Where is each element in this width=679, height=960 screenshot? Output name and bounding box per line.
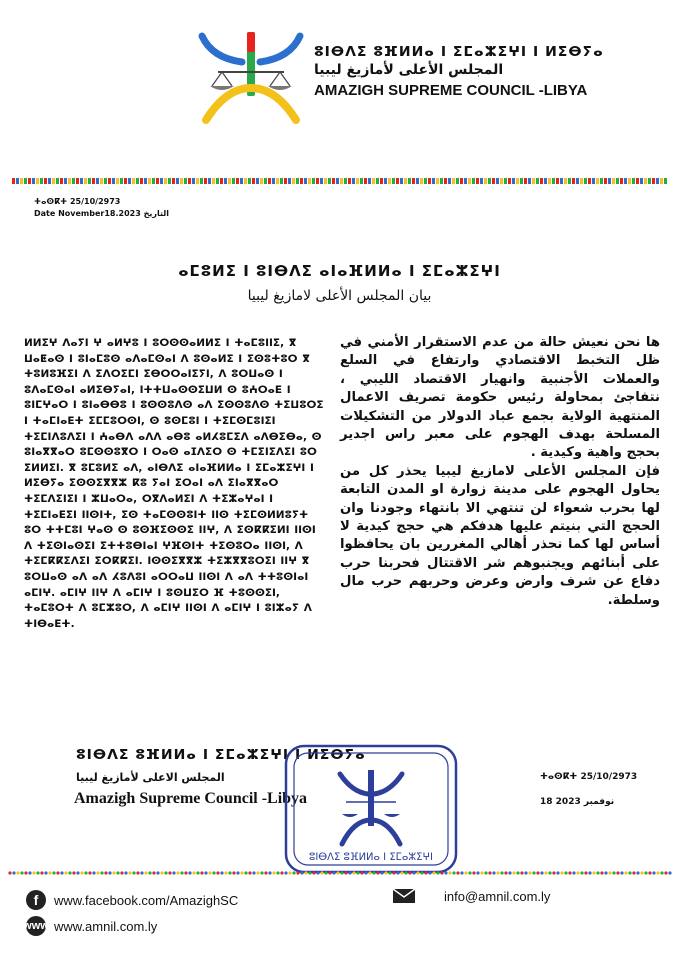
letterhead bbox=[314, 44, 674, 99]
amazigh-council-logo bbox=[196, 28, 306, 128]
letterhead-tifinagh: ⵓⵏⴱⴷⵉ ⵓⴼⵍⵍⴰ ⵏ ⵉⵎⴰⵣⵉⵖⵏ ⵏ ⵍⵉⴱⵢⴰ bbox=[314, 44, 604, 60]
letterhead-divider bbox=[12, 178, 667, 184]
statement-body-arabic bbox=[340, 334, 660, 610]
website-contact[interactable] bbox=[23, 916, 158, 936]
stamp-text: ⵓⵏⴱⴷⵉ ⵓⴼⵍⵍⴰ ⵏ ⵉⵎⴰⵣⵉⵖⵏ bbox=[309, 852, 433, 863]
official-stamp bbox=[278, 740, 464, 878]
signature-arabic: المجلس الاعلى لأمازيغ ليبيا bbox=[76, 771, 225, 784]
facebook-contact[interactable] bbox=[26, 890, 238, 910]
reference-date-line: Date November18.2023 التاريخ bbox=[34, 209, 169, 218]
reference-tifinagh-line: ⵜⴰⵙⴽⵜ 25/10/2973 bbox=[34, 197, 121, 206]
date-tifinagh-line: ⵜⴰⵙⴽⵜ 25/10/2973 bbox=[540, 772, 638, 782]
globe-icon: www bbox=[26, 916, 46, 936]
statement-title-tifinagh: ⴰⵎⵓⵍⵉ ⵏ ⵓⵏⴱⴷⵉ ⴰⵏⴰⴼⵍⵍⴰ ⵏ ⵉⵎⴰⵣⵉⵖⵏ bbox=[178, 262, 501, 280]
statement-body-tifinagh: ⵍⵍⵉⵖ ⴷⴰⵢⵏ ⵖ ⴰⵍⵖⵓ ⵏ ⵓⵔⵙⵙⴰⵍⵍⵉ ⵏ ⵜⴰⵎⵓⵏⵏⵉ, ⴳ ⵡⴰⵟⴰⵙ ⵏ ⵓⵏⴰⵎⵓⵙ ⴰⴷⴰⵎⵙⴰⵏ ⴷ ⵓⵙⴰⵍⵉ ⵏ ⵉⵙⵓⵜⵓⵔ ⴳ ⵜⵓⵍⵓⴼⵉⵏ ⴷ ⵉⴷⵔⵉⵎⵏ ⵉⴱⵔⵔⴰⵏⵉⵢⵏ, ⴷ ⵓⵔⵡⴰⵙ ⵏ ⵓⴷⴰⵎⵙⴰⵏ ⴰⵍⵉⴱⵢⴰⵏ, ⵏⵜⵜⵡⴰⵙⵙⵉⵡⵍ ⵙ ⵓⵄⵔⴰⴹ ⵏ ⵓⵏⵎⵖⴰⵔ ⵏ ⵓⵏⴰⴱⴱⵓ ⵏ ⵓⵙⵙⵓⴷⵙ ⴰⴷ ⵉⵙⵙⵓⴷⵙ ⵜⵉⵡⵓⵔⵉ ⵏ ⵜⴰⵎⵏⴰⴹⵜ ⵉⵎⵎⵓⵔⵙⵏ, ⵙ ⵓⵙⵎⵓⵏ ⵏ ⵜⵉⵎⵙⵎⵓⵏⵉⵏ ⵜⵉⵎⵏⴷⵓⴷⵉⵏ ⵏ ⵄⴰⴱⴷ ⴰⴷⴷ ⴰⴱⵓ ⴰⵍⵃⵓⵎⵉⴷ ⴰⴷⴱⵉⴱⴰ, ⵙ ⵓⵏⴰⴳⴳⴰⵔ ⵓⵎⵙⵙⵓⴳⵔ ⵏ ⵔⴰⵙ ⴰⵊⴷⵉⵔ ⵙ ⵜⵎⵉⵏⵉⴷⵉⵏ ⵓⵔ ⵉⵍⵍⵉⵏ. ⴳ ⵓⵎⵓⵍⵉ ⴰⴷ, ⴰⵏⴱⴷⵉ ⴰⵏⴰⴼⵍⵍⴰ ⵏ ⵉⵎⴰⵣⵉⵖⵏ ⵏ ⵍⵉⴱⵢⴰ ⵉⵙⵙⵉⴳⴳⵣ ⴽⵓ ⵢⴰⵏ ⵉⵔⴰⵏ ⴰⴷ ⵉⵏⴰⴳⴳⴰⵔ ⵜⵉⵎⴷⵉⵏⵉⵏ ⵏ ⵣⵡⴰⵔⴰ, ⵔⴳⴷⴰⵍⵉⵏ ⴷ ⵜⵉⵣⴰⵖⴰⵏ ⵏ ⵜⵉⵎⵏⴰⴹⵉⵏ ⵏⵏⵙⵏⵜ, ⵉⵙ ⵜⴰⵎⵙⵙⵓⵏⵜ ⵏⵏⵙ ⵜⵉⵎⵙⵍⵍⵓⵢⵜ ⵓⵔ ⵜⵜⵎⵓⵏ ⵖⴰⵙ ⵙ ⵓⵙⴼⵉⵙⵙⵉ ⵏⵏⵖ, ⴷ ⵉⵙⴽⴽⵉⵍⵏ ⵏⵏⵙⵏ ⴷ ⵜⵉⵙⵏⴰⵙⵉⵏ ⵉⵜⵜⵓⴱⵏⴰⵏ ⵖⴼⵙⵏⵜ ⵜⵉⵙⵓⵔⴰ ⵏⵏⵙⵏ, ⴷ ⵜⵉⵎⴽⴽⵉⴷⵉⵏ ⵉⵔⴽⴽⵉⵏ. ⵏⵙⵙⵉⴳⴳⵣ ⵜⵉⵣⴳⴳⵓⵔⵉⵏ ⵏⵏⵖ ⴳ ⵓⵔⵡⴰⵙ ⴰⴷ ⴰⴷ ⵃⵓⴷⵓⵏ ⴰⵔⵔⴰⵡ ⵏⵏⵙⵏ ⴷ ⴰⴷ ⵜⵜⵓⵙⵏⴰⵏ ⴰⵎⵏⵖ. ⴰⵎⵏⵖ ⵏⵏⵖ ⴷ ⴰⵎⵏⵖ ⵏ ⵓⵙⵡⵉⵔ ⴼ ⵜⵓⵙⵙⵉⵏ, ⵜⴰⵎⵓⵔⵜ ⴷ ⵓⵎⵣⵓⵔ, ⴷ ⴰⵎⵏⵖ ⵏⵏⵙⵏ ⴷ ⴰⵎⵏⵖ ⵏ ⵓⵏⵣⴰⵢ ⴷ ⵜⵏⴱⴰⴹⵜ. bbox=[24, 337, 324, 630]
statement-paragraph-2: فإن المجلس الأعلى لامازيغ ليبيا يحذر كل من يحاول الهجوم على مدينة زوارة او المدن التابعة لها بحرب شعواء لن تنتهي الا بانتهاء وجودنا وان الحجج التي بنيتم عليها هدفكم هي حجج كيدية لا أساس لها كما نحذر أهالي المغررين بان يحافظوا على أبنائهم ويجنبوهم شر الاقتتال فحربنا حرب دفاع عن شرف وارض وعرض وحربهم حرب مال وسلطة. bbox=[340, 463, 660, 608]
letterhead-english: AMAZIGH SUPREME COUNCIL -LIBYA bbox=[314, 82, 588, 99]
date-arabic-line: 18 نوفمبر 2023 bbox=[540, 797, 615, 807]
envelope-icon bbox=[392, 888, 416, 904]
footer-divider bbox=[8, 870, 672, 876]
facebook-icon: f bbox=[26, 890, 46, 910]
email-contact[interactable] bbox=[392, 888, 550, 904]
statement-title-arabic: بيان المجلس الأعلى لامازيغ ليبيا bbox=[247, 288, 432, 304]
signature-english: Amazigh Supreme Council -Libya bbox=[74, 790, 308, 807]
website-link[interactable]: www.amnil.com.ly bbox=[54, 918, 158, 934]
statement-paragraph-1: ها نحن نعيش حالة من عدم الاستقرار الأمني في ظل التخبط الاقتصادي وارتفاع في السلع والعملات الأجنبية وانهيار الاقتصاد الليبي ، نتفاجئ بمحاولة رئيس حكومة تصريف الاعمال المنتهية الولاية بجمع عباد الدولار من التشكيلات المسلحة بهدف الهجوم على معبر راس اجدير بحجج واهية وكيدية . bbox=[340, 335, 660, 461]
facebook-link[interactable]: www.facebook.com/AmazighSC bbox=[54, 892, 239, 908]
email-link[interactable]: info@amnil.com.ly bbox=[444, 888, 551, 904]
signature-tifinagh: ⵓⵏⴱⴷⵉ ⵓⴼⵍⵍⴰ ⵏ ⵉⵎⴰⵣⵉⵖⵏ ⵏ ⵍⵉⴱⵢⴰ bbox=[76, 747, 366, 763]
letterhead-arabic: المجلس الأعلى لأمازيغ ليبيا bbox=[314, 62, 504, 78]
reference-block bbox=[34, 196, 169, 220]
